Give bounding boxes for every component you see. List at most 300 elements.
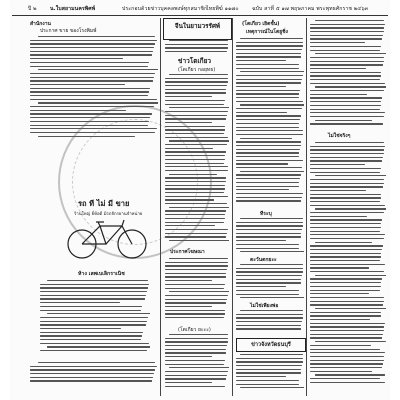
text-line bbox=[236, 60, 286, 61]
paper-title: น.ใบสยามนครพิศพ์ bbox=[50, 6, 96, 12]
text-line bbox=[310, 312, 381, 313]
text-line bbox=[310, 382, 385, 383]
text-line bbox=[310, 267, 369, 268]
text-line bbox=[310, 79, 380, 80]
text-line bbox=[165, 51, 227, 52]
text-line bbox=[165, 129, 225, 130]
text-line bbox=[240, 354, 303, 355]
text-line bbox=[165, 295, 228, 296]
text-line bbox=[165, 96, 212, 97]
text-line bbox=[315, 374, 386, 375]
text-line bbox=[165, 233, 227, 234]
text-line bbox=[310, 201, 380, 202]
text-line bbox=[165, 111, 228, 112]
text-line bbox=[165, 104, 224, 105]
boxed-heading-title: ข่าวจังหวัดธนบุรี bbox=[251, 342, 291, 348]
text-line bbox=[38, 362, 156, 363]
text-line bbox=[310, 282, 381, 283]
text-line bbox=[165, 89, 226, 90]
text-line bbox=[236, 186, 299, 187]
text-line bbox=[315, 86, 386, 87]
text-line bbox=[310, 367, 382, 368]
text-line bbox=[165, 118, 226, 119]
text-line bbox=[310, 72, 381, 73]
text-line bbox=[310, 334, 383, 335]
text-line bbox=[236, 49, 302, 50]
text-line bbox=[236, 75, 303, 76]
text-line bbox=[240, 251, 304, 252]
text-line bbox=[38, 36, 156, 37]
text-line bbox=[310, 271, 384, 272]
text-line bbox=[310, 249, 382, 250]
issue-date: ฉบับ สาที่ ๕ ๑๗ พฤษภาคม พระพุทธศักราช ๒๔๖๓ bbox=[252, 6, 369, 12]
text-line bbox=[165, 262, 228, 263]
text-line bbox=[310, 245, 383, 246]
text-line bbox=[236, 53, 301, 54]
text-line bbox=[165, 92, 226, 93]
text-line bbox=[165, 151, 226, 152]
text-line bbox=[310, 234, 385, 235]
text-line bbox=[40, 291, 147, 292]
text-line bbox=[310, 46, 381, 47]
text-line bbox=[236, 64, 299, 65]
text-line bbox=[240, 171, 304, 172]
text-line bbox=[236, 108, 302, 109]
column-three-bottom-text bbox=[236, 354, 304, 390]
text-line bbox=[310, 101, 381, 102]
text-line bbox=[236, 240, 286, 241]
text-line bbox=[236, 145, 301, 146]
text-line bbox=[165, 137, 228, 138]
text-line bbox=[236, 244, 299, 245]
text-line bbox=[165, 341, 228, 342]
ad-subtitle: ร้านใหญ่ ยี่ห้อดี มีรถจักรยานจำหน่าย bbox=[74, 212, 143, 217]
text-line bbox=[38, 102, 158, 103]
text-line bbox=[40, 339, 141, 340]
ad-title: รถ ที ไม่ มี ขาย bbox=[78, 199, 130, 208]
text-line bbox=[236, 45, 303, 46]
text-line bbox=[40, 306, 142, 307]
text-line bbox=[169, 367, 229, 368]
text-line bbox=[165, 148, 213, 149]
text-line bbox=[30, 99, 157, 100]
column-three-text bbox=[236, 38, 304, 206]
text-line bbox=[165, 299, 227, 300]
text-line bbox=[236, 56, 301, 57]
text-line bbox=[165, 218, 225, 219]
text-line bbox=[236, 82, 301, 83]
text-line bbox=[30, 77, 154, 78]
text-line bbox=[236, 268, 303, 269]
text-line bbox=[165, 349, 226, 350]
text-line bbox=[165, 115, 227, 116]
text-line bbox=[236, 229, 302, 230]
text-line bbox=[236, 90, 300, 91]
text-line bbox=[165, 214, 225, 215]
text-line bbox=[310, 27, 384, 28]
text-line bbox=[30, 84, 125, 85]
text-line bbox=[236, 294, 299, 295]
column-two-bottom-text bbox=[165, 334, 229, 390]
text-line bbox=[169, 291, 229, 292]
column-four-text bbox=[310, 20, 386, 128]
text-line bbox=[30, 110, 126, 111]
text-line bbox=[236, 130, 303, 131]
text-line bbox=[236, 115, 301, 116]
text-line bbox=[236, 358, 303, 359]
text-line bbox=[236, 279, 301, 280]
text-line bbox=[165, 170, 228, 171]
text-line bbox=[30, 47, 154, 48]
text-line bbox=[40, 350, 147, 351]
column-four-lower-text bbox=[310, 142, 386, 390]
text-line bbox=[310, 35, 383, 36]
text-line bbox=[169, 258, 228, 259]
text-line bbox=[169, 207, 229, 208]
text-line bbox=[310, 61, 384, 62]
column-three-boxed-heading bbox=[236, 338, 306, 352]
text-line bbox=[165, 155, 225, 156]
text-line bbox=[165, 196, 228, 197]
text-line bbox=[30, 106, 154, 107]
text-line bbox=[165, 199, 214, 200]
column-one-text bbox=[30, 36, 158, 140]
text-line bbox=[165, 356, 212, 357]
column-one-footer-text bbox=[30, 362, 158, 388]
text-line bbox=[40, 298, 145, 299]
text-line bbox=[30, 54, 152, 55]
text-line bbox=[236, 314, 303, 315]
text-line bbox=[310, 197, 381, 198]
text-line bbox=[236, 222, 303, 223]
issue-number: ไทยพีฆ์ ๑๑๗๐ bbox=[206, 6, 239, 12]
text-line bbox=[310, 123, 383, 124]
text-line bbox=[236, 79, 302, 80]
text-line bbox=[165, 378, 226, 379]
text-line bbox=[310, 363, 383, 364]
text-line bbox=[165, 284, 225, 285]
text-line bbox=[310, 301, 384, 302]
news-section-title: ข่าวโตเกียว bbox=[178, 57, 212, 65]
text-line bbox=[40, 324, 146, 325]
text-line bbox=[165, 236, 226, 237]
masthead bbox=[10, 3, 390, 15]
text-line bbox=[236, 163, 288, 164]
text-line bbox=[165, 163, 224, 164]
text-line bbox=[165, 181, 226, 182]
text-line bbox=[30, 117, 150, 118]
text-line bbox=[236, 282, 301, 283]
text-line bbox=[310, 256, 381, 257]
text-line bbox=[310, 97, 382, 98]
text-line bbox=[236, 369, 301, 370]
column-three-section-text bbox=[236, 218, 304, 254]
text-line bbox=[40, 295, 146, 296]
masthead-middle: ประกอบด้วยข่าวบุคคลพงษ์ทุกสมาชิก bbox=[122, 6, 208, 12]
text-line bbox=[240, 387, 304, 388]
text-line bbox=[236, 182, 299, 183]
bicycle-illustration bbox=[64, 218, 152, 260]
text-line bbox=[165, 188, 225, 189]
text-line bbox=[310, 223, 381, 224]
text-line bbox=[310, 349, 380, 350]
text-line bbox=[47, 346, 150, 347]
text-line bbox=[165, 229, 228, 230]
text-line bbox=[30, 80, 153, 81]
text-line bbox=[310, 183, 384, 184]
column-three-section-title-2: ตะวันตกยะะ bbox=[250, 257, 277, 263]
text-line bbox=[315, 53, 386, 54]
text-line bbox=[169, 74, 228, 75]
text-line bbox=[236, 156, 299, 157]
text-line bbox=[236, 149, 300, 150]
text-line bbox=[165, 375, 227, 376]
text-line bbox=[40, 332, 143, 333]
text-line bbox=[165, 210, 226, 211]
text-line bbox=[310, 116, 384, 117]
column-two-intro-text bbox=[165, 40, 229, 54]
column-two-boxed-article bbox=[163, 18, 232, 40]
text-line bbox=[236, 152, 299, 153]
column-divider bbox=[232, 18, 233, 396]
text-line bbox=[236, 68, 299, 69]
text-line bbox=[30, 58, 123, 59]
text-line bbox=[236, 365, 302, 366]
text-line bbox=[236, 275, 302, 276]
text-line bbox=[30, 95, 148, 96]
text-line bbox=[30, 377, 153, 378]
text-line bbox=[310, 190, 366, 191]
text-line bbox=[30, 369, 155, 370]
text-line bbox=[165, 78, 228, 79]
text-line bbox=[30, 51, 153, 52]
text-line bbox=[310, 219, 382, 220]
text-line bbox=[310, 227, 381, 228]
text-line bbox=[165, 265, 228, 266]
text-line bbox=[240, 38, 303, 39]
text-line bbox=[30, 40, 157, 41]
text-line bbox=[236, 97, 299, 98]
text-line bbox=[310, 164, 365, 165]
text-line bbox=[315, 341, 386, 342]
text-line bbox=[165, 302, 226, 303]
text-line bbox=[236, 174, 301, 175]
text-line bbox=[165, 306, 212, 307]
text-line bbox=[165, 364, 224, 365]
text-line bbox=[236, 372, 301, 373]
text-line bbox=[40, 328, 121, 329]
text-line bbox=[165, 276, 226, 277]
text-line bbox=[236, 167, 302, 168]
text-line bbox=[310, 238, 384, 239]
text-line bbox=[310, 149, 384, 150]
text-line bbox=[165, 273, 226, 274]
text-line bbox=[310, 330, 384, 331]
column-three-subheading: เหตุการณ์ในโตยูชิ่ง bbox=[246, 29, 288, 35]
text-line bbox=[310, 75, 381, 76]
text-line bbox=[165, 44, 228, 45]
text-line bbox=[310, 68, 366, 69]
text-line bbox=[310, 31, 384, 32]
text-line bbox=[30, 88, 150, 89]
text-line bbox=[40, 310, 141, 311]
text-line bbox=[315, 275, 386, 276]
notice-title: ประกาศโฆษณา bbox=[170, 249, 205, 255]
notice-subtitle: (โตเกียว ยะะะ) bbox=[178, 327, 211, 333]
column-two-notice-text bbox=[165, 258, 229, 322]
text-line bbox=[240, 104, 304, 105]
text-line bbox=[310, 345, 371, 346]
text-line bbox=[310, 179, 384, 180]
text-line bbox=[30, 91, 149, 92]
text-line bbox=[310, 194, 381, 195]
text-line bbox=[310, 205, 385, 206]
text-line bbox=[310, 64, 383, 65]
text-line bbox=[310, 172, 380, 173]
text-line bbox=[30, 62, 149, 63]
text-line bbox=[165, 100, 225, 101]
text-line bbox=[47, 313, 150, 314]
text-line bbox=[236, 112, 287, 113]
text-line bbox=[310, 42, 365, 43]
column-three-heading: (โตเกียว เยิดชั้น) bbox=[242, 21, 280, 27]
text-line bbox=[310, 352, 385, 353]
text-line bbox=[310, 83, 385, 84]
newspaper-page bbox=[10, 0, 390, 400]
text-line bbox=[40, 343, 149, 344]
text-line bbox=[38, 69, 158, 70]
text-line bbox=[236, 141, 301, 142]
text-line bbox=[236, 325, 301, 326]
text-line bbox=[240, 71, 304, 72]
text-line bbox=[169, 334, 228, 335]
text-line bbox=[165, 159, 225, 160]
text-line bbox=[310, 356, 384, 357]
text-line bbox=[165, 144, 227, 145]
text-line bbox=[236, 271, 303, 272]
text-line bbox=[310, 231, 380, 232]
text-line bbox=[310, 109, 380, 110]
text-line bbox=[236, 134, 303, 135]
text-line bbox=[165, 382, 212, 383]
news-section-subtitle: (โตเกียว กอยุทธ) bbox=[178, 67, 216, 73]
text-line bbox=[315, 242, 373, 243]
text-line bbox=[236, 225, 303, 226]
text-line bbox=[310, 57, 384, 58]
text-line bbox=[310, 319, 370, 320]
ad-shop-name: ห้าง เลพเบเลิกราเนิช bbox=[78, 271, 125, 277]
text-line bbox=[30, 113, 152, 114]
text-line bbox=[165, 85, 227, 86]
text-line bbox=[30, 380, 152, 381]
text-line bbox=[165, 280, 212, 281]
text-line bbox=[30, 121, 149, 122]
text-line bbox=[40, 302, 120, 303]
text-line bbox=[236, 93, 299, 94]
column-three-section-title: ทีระบุ bbox=[260, 211, 272, 217]
text-line bbox=[30, 366, 157, 367]
text-line bbox=[310, 337, 382, 338]
text-line bbox=[165, 338, 228, 339]
text-line bbox=[165, 313, 225, 314]
text-line bbox=[236, 193, 303, 194]
column-one-subheading: ประกาศ ขาย ของโรงพิมพ์ bbox=[40, 28, 97, 34]
text-line bbox=[310, 112, 385, 113]
text-line bbox=[310, 297, 384, 298]
text-line bbox=[315, 208, 386, 209]
text-line bbox=[165, 371, 228, 372]
text-line bbox=[315, 175, 386, 176]
text-line bbox=[240, 264, 303, 265]
text-line bbox=[310, 315, 381, 316]
text-line bbox=[315, 308, 386, 309]
text-line bbox=[236, 42, 303, 43]
text-line bbox=[165, 192, 224, 193]
text-line bbox=[30, 128, 157, 129]
text-line bbox=[165, 133, 224, 134]
text-line bbox=[30, 132, 155, 133]
text-line bbox=[47, 280, 148, 281]
text-line bbox=[165, 288, 224, 289]
text-line bbox=[240, 310, 303, 311]
text-line bbox=[310, 160, 382, 161]
text-line bbox=[310, 378, 380, 379]
text-line bbox=[310, 50, 380, 51]
text-line bbox=[30, 73, 155, 74]
text-line bbox=[236, 317, 303, 318]
text-line bbox=[40, 284, 149, 285]
text-line bbox=[40, 287, 148, 288]
column-one-heading: สำนักงาน bbox=[30, 21, 51, 27]
column-three-section-text-3 bbox=[236, 310, 304, 334]
text-line bbox=[310, 153, 384, 154]
text-line bbox=[315, 142, 385, 143]
text-line bbox=[40, 321, 147, 322]
text-line bbox=[310, 90, 384, 91]
text-line bbox=[236, 321, 302, 322]
text-line bbox=[169, 107, 229, 108]
text-line bbox=[236, 200, 301, 201]
text-line bbox=[30, 373, 154, 374]
text-line bbox=[310, 94, 367, 95]
text-line bbox=[38, 136, 135, 137]
text-line bbox=[165, 386, 225, 387]
text-line bbox=[236, 189, 289, 190]
text-line bbox=[240, 297, 304, 298]
text-line bbox=[310, 360, 384, 361]
column-four-section-title: ไม่ใช่จริงๆ bbox=[328, 133, 351, 139]
text-line bbox=[310, 323, 385, 324]
text-line bbox=[236, 290, 299, 291]
text-line bbox=[236, 380, 299, 381]
text-line bbox=[236, 361, 303, 362]
text-line bbox=[236, 286, 286, 287]
text-line bbox=[40, 317, 148, 318]
text-line bbox=[310, 105, 381, 106]
text-line bbox=[169, 140, 229, 141]
text-line bbox=[165, 352, 226, 353]
text-line bbox=[310, 278, 382, 279]
text-line bbox=[165, 225, 215, 226]
text-line bbox=[240, 138, 292, 139]
text-line bbox=[236, 197, 302, 198]
column-divider bbox=[306, 18, 307, 396]
column-three-section-title-3: ไม่ใช่เพียงพ่อ bbox=[250, 303, 279, 309]
text-line bbox=[30, 66, 148, 67]
ad-price-list bbox=[40, 280, 150, 360]
text-line bbox=[30, 125, 148, 126]
text-line bbox=[310, 293, 369, 294]
